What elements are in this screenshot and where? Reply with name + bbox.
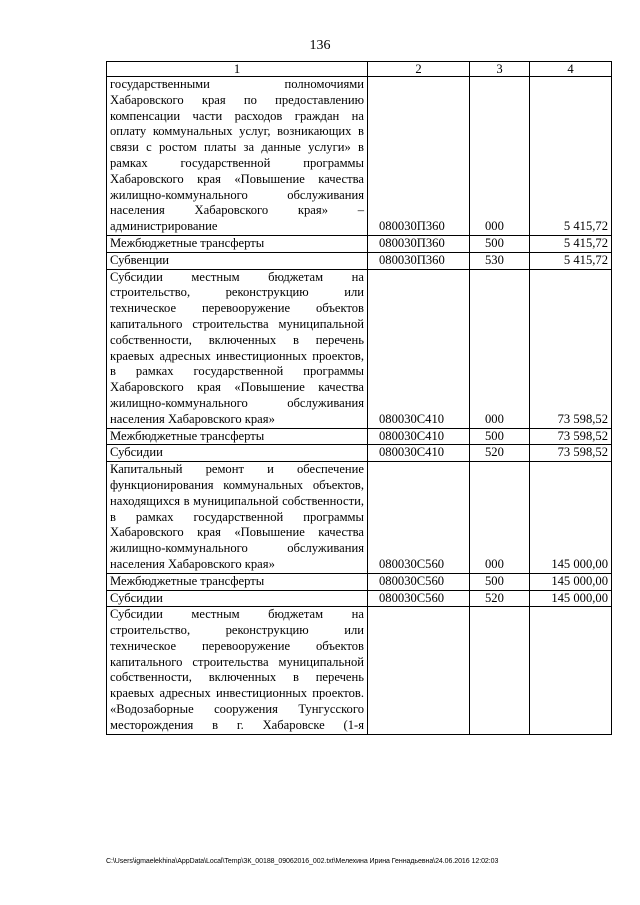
table-row (107, 77, 612, 236)
row-type: 000 (470, 77, 530, 236)
row-amount: 145 000,00 (530, 462, 612, 574)
row-code: 080030П360 (368, 252, 470, 269)
row-amount: 73 598,52 (530, 269, 612, 428)
row-type: 530 (470, 252, 530, 269)
row-name: Субсидии (107, 590, 368, 607)
row-code (368, 607, 470, 734)
row-code: 080030С410 (368, 428, 470, 445)
row-type: 000 (470, 462, 530, 574)
row-name: государственными полномочиями Хабаровского края по предоставлению компенсации части расходов граждан на оплату коммунальных услуг, возникающих в связи с ростом платы за данные услуги» в рамках государственной программы Хабаровского края «Повышение качества жилищно-коммунального обслуживания населения Хабаровского края» – администрирование (107, 77, 368, 236)
row-type: 500 (470, 573, 530, 590)
row-name: Капитальный ремонт и обеспечение функционирования коммунальных объектов, находящихся в муниципальной собственности, в рамках государственной программы Хабаровского края «Повышение качества жилищно-коммунального обслуживания населения Хабаровского края» (107, 462, 368, 574)
row-name: Субсидии местным бюджетам на строительство, реконструкцию или техническое перевооружение объектов капитального строительства муниципальной собственности, включенных в перечень краевых адресных инвестиционных проектов. «Водозаборные сооружения Тунгусского месторождения в г. Хабаровске (1-я (107, 607, 368, 734)
table-row (107, 607, 612, 734)
footer-file-path: C:\Users\igmaelekhina\AppData\Local\Temp\ЗК_00188_09062016_002.txt\Мелехина Ирина Геннадьевна\24.06.2016 12:02:03 (106, 858, 499, 865)
row-amount (530, 607, 612, 734)
row-code: 080030С560 (368, 462, 470, 574)
row-code: 080030С410 (368, 445, 470, 462)
row-code: 080030С560 (368, 573, 470, 590)
row-type: 520 (470, 590, 530, 607)
table-row (107, 445, 612, 462)
row-amount: 73 598,52 (530, 428, 612, 445)
row-amount: 5 415,72 (530, 235, 612, 252)
table-header-row (107, 62, 612, 77)
table-row (107, 235, 612, 252)
page-number: 136 (309, 38, 331, 53)
row-type: 500 (470, 428, 530, 445)
table-row (107, 573, 612, 590)
header-col-3: 3 (470, 62, 530, 77)
table-row (107, 462, 612, 574)
row-amount: 5 415,72 (530, 77, 612, 236)
table-row (107, 269, 612, 428)
table-row (107, 252, 612, 269)
table-row (107, 590, 612, 607)
header-col-2: 2 (368, 62, 470, 77)
header-col-4: 4 (530, 62, 612, 77)
row-code: 080030П360 (368, 77, 470, 236)
table-row (107, 428, 612, 445)
row-amount: 73 598,52 (530, 445, 612, 462)
row-name: Субсидии (107, 445, 368, 462)
row-name: Межбюджетные трансферты (107, 428, 368, 445)
budget-table (106, 61, 612, 735)
row-name: Субсидии местным бюджетам на строительство, реконструкцию или техническое перевооружение объектов капитального строительства муниципальной собственности, включенных в перечень краевых адресных инвестиционных проектов, в рамках государственной программы Хабаровского края «Повышение качества жилищно-коммунального обслуживания населения Хабаровского края» (107, 269, 368, 428)
row-code: 080030С410 (368, 269, 470, 428)
row-code: 080030П360 (368, 235, 470, 252)
row-type: 000 (470, 269, 530, 428)
row-name: Субвенции (107, 252, 368, 269)
row-name: Межбюджетные трансферты (107, 573, 368, 590)
row-amount: 145 000,00 (530, 590, 612, 607)
row-amount: 5 415,72 (530, 252, 612, 269)
row-amount: 145 000,00 (530, 573, 612, 590)
row-type (470, 607, 530, 734)
row-type: 500 (470, 235, 530, 252)
header-col-1: 1 (107, 62, 368, 77)
row-code: 080030С560 (368, 590, 470, 607)
row-name: Межбюджетные трансферты (107, 235, 368, 252)
row-type: 520 (470, 445, 530, 462)
